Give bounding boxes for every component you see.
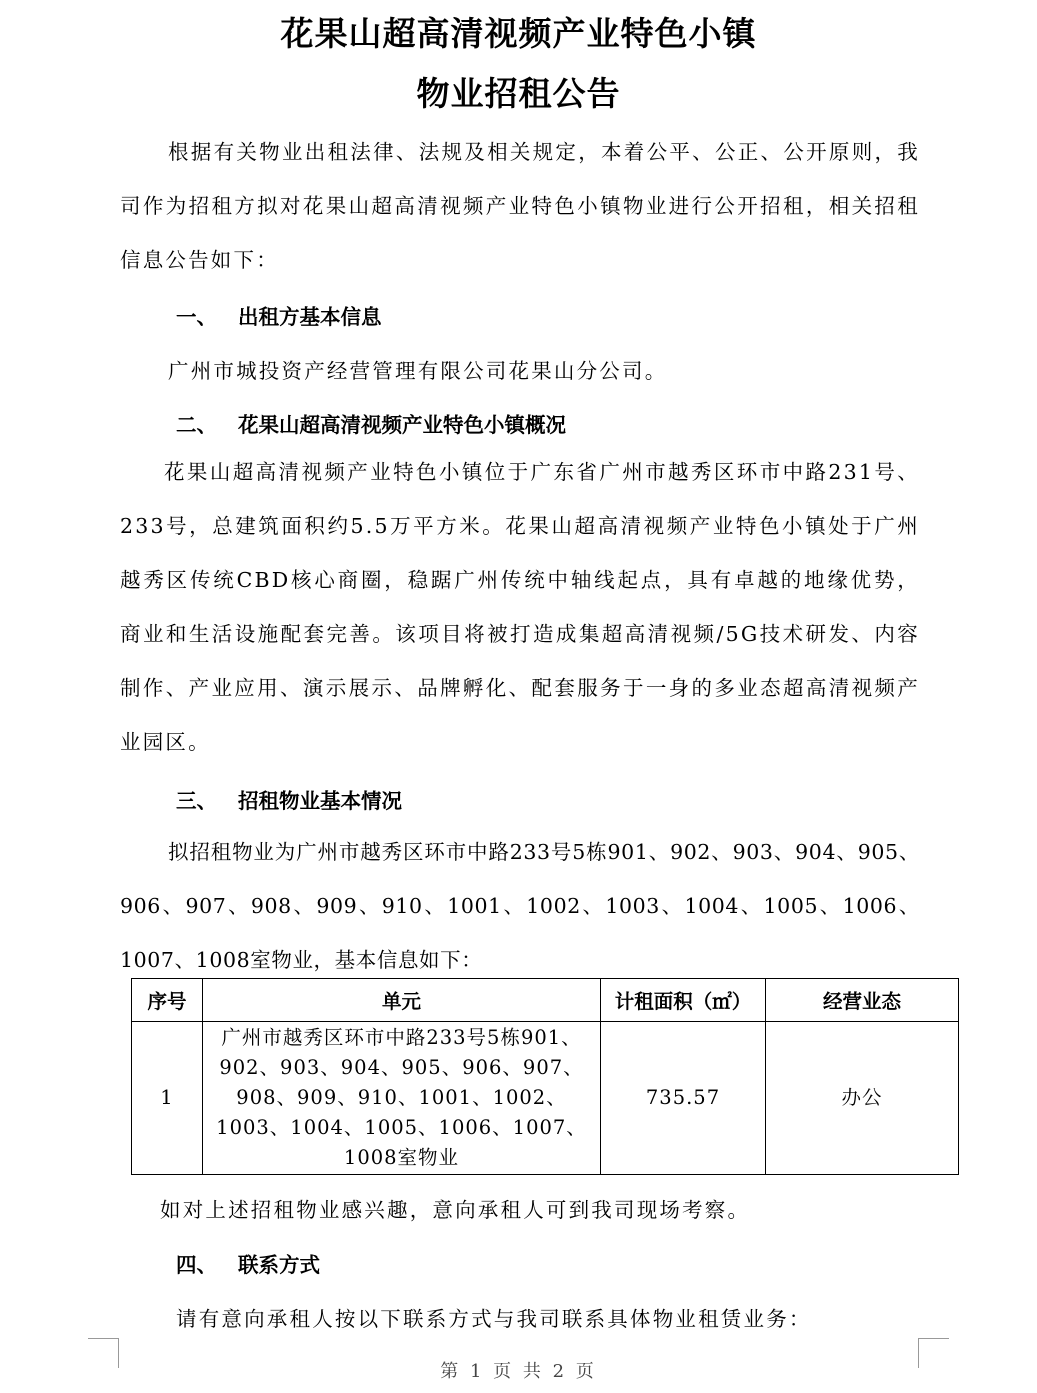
- property-table: [131, 978, 959, 1175]
- section-3-number: 三、: [176, 789, 217, 813]
- cell-no: 1: [132, 1022, 203, 1175]
- table-row: [132, 1022, 959, 1175]
- section-1-heading: [176, 300, 382, 330]
- section-4-body: 请有意向承租人按以下联系方式与我司联系具体物业租赁业务：: [176, 1307, 812, 1331]
- document-title-line-1: 花果山超高清视频产业特色小镇: [280, 14, 757, 53]
- section-2-title: 花果山超高清视频产业特色小镇概况: [238, 413, 566, 437]
- section-1-title: 出租方基本信息: [238, 305, 382, 329]
- header-area: 计租面积（㎡）: [601, 979, 766, 1022]
- section-2-heading: [176, 408, 566, 438]
- section-1-body: 广州市城投资产经营管理有限公司花果山分公司。: [168, 359, 668, 383]
- header-no: 序号: [132, 979, 203, 1022]
- cell-unit: 广州市越秀区环市中路233号5栋901、902、903、904、905、906、907、908、909、910、1001、1002、1003、1004、1005、1006、1007、1008室物业: [203, 1022, 601, 1175]
- intro-paragraph: 根据有关物业出租法律、法规及相关规定，本着公平、公正、公开原则，我司作为招租方拟对花果山超高清视频产业特色小镇物业进行公开招租，相关招租信息公告如下：: [120, 140, 920, 272]
- after-table-note: 如对上述招租物业感兴趣，意向承租人可到我司现场考察。: [160, 1198, 751, 1222]
- page-number: 第 1 页 共 2 页: [440, 1361, 597, 1382]
- section-1-number: 一、: [176, 305, 217, 329]
- section-3-title: 招租物业基本情况: [238, 789, 402, 813]
- section-2-number: 二、: [176, 413, 217, 437]
- section-4-number: 四、: [176, 1253, 217, 1277]
- section-3-body: 拟招租物业为广州市越秀区环市中路233号5栋901、902、903、904、905、906、907、908、909、910、1001、1002、1003、1004、1005、1006、1007、1008室物业，基本信息如下：: [120, 840, 920, 972]
- table-header-row: [132, 979, 959, 1022]
- section-3-heading: [176, 784, 402, 814]
- document-title-line-2: 物业招租公告: [416, 74, 621, 113]
- header-type: 经营业态: [766, 979, 959, 1022]
- cell-type: 办公: [766, 1022, 959, 1175]
- cell-area: 735.57: [601, 1022, 766, 1175]
- section-4-title: 联系方式: [238, 1253, 320, 1277]
- section-4-heading: [176, 1248, 320, 1278]
- header-unit: 单元: [203, 979, 601, 1022]
- section-2-body: 花果山超高清视频产业特色小镇位于广东省广州市越秀区环市中路231号、233号，总建筑面积约5.5万平方米。花果山超高清视频产业特色小镇处于广州越秀区传统CBD核心商圈，稳踞广州传统中轴线起点，具有卓越的地缘优势，商业和生活设施配套完善。该项目将被打造成集超高清视频/5G技术研发、内容制作、产业应用、演示展示、品牌孵化、配套服务于一身的多业态超高清视频产业园区。: [120, 460, 920, 754]
